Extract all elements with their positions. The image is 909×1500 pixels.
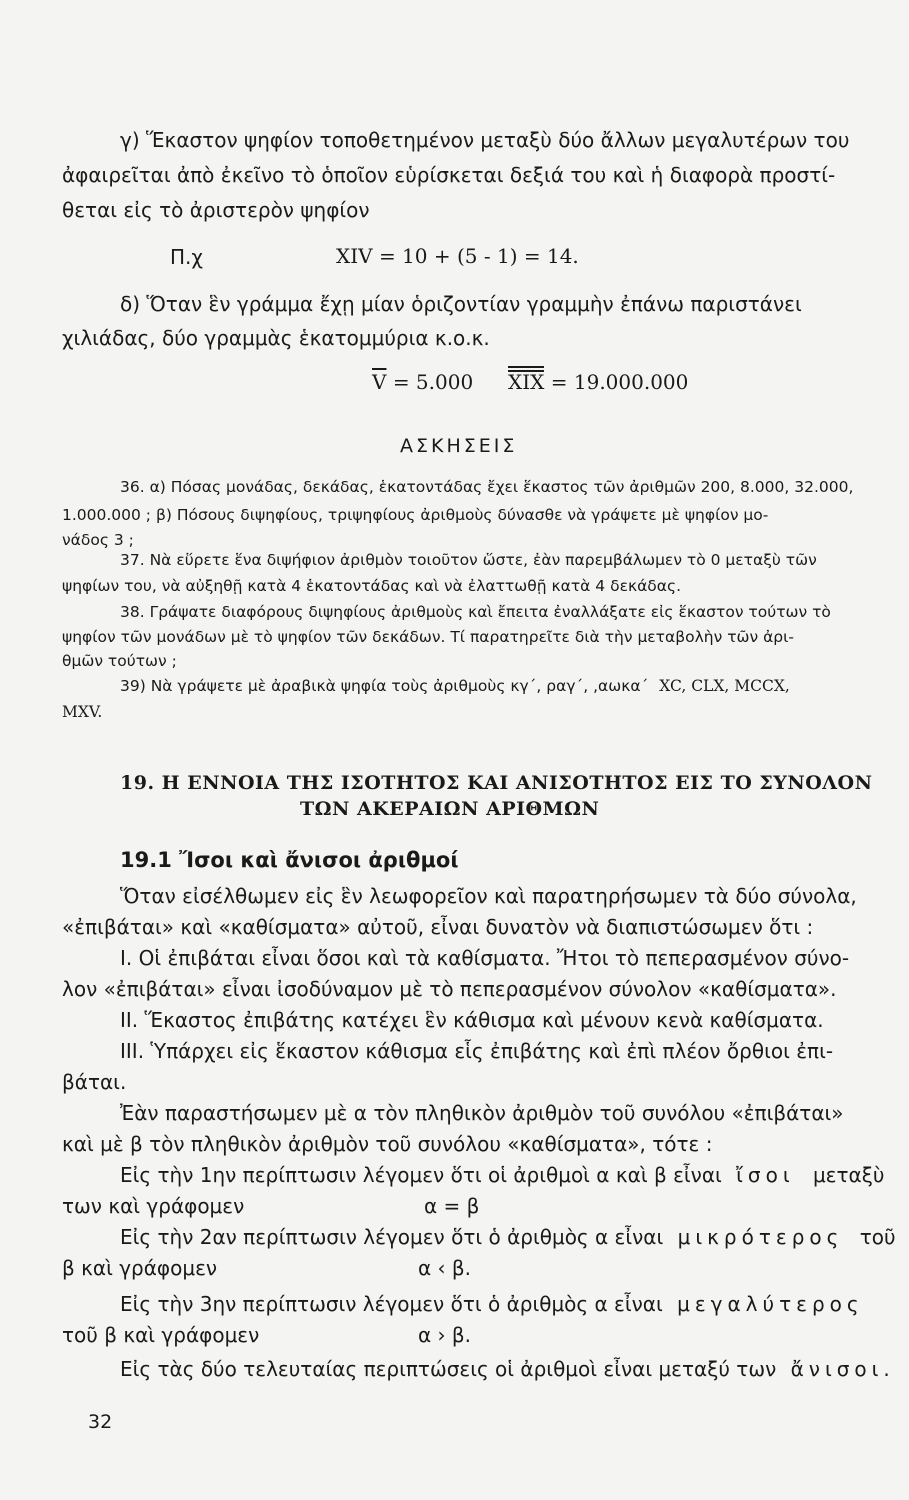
- case-1-text-end: μεταξὺ: [812, 1163, 885, 1187]
- case-4-term-unequal: ἄνισοι.: [790, 1357, 895, 1381]
- body-line-4: λον «ἐπιβάται» εἶναι ἰσοδύναμον μὲ τὸ πεπερασμένον σύνολον «καθίσματα».: [62, 977, 837, 1001]
- case-1-term-equal: ἴσοι: [736, 1163, 795, 1187]
- case-4-text: Εἰς τὰς δύο τελευταίας περιπτώσεις οἱ ἀριθμοὶ εἶναι μεταξύ των: [120, 1357, 777, 1381]
- page-number: 32: [88, 1411, 113, 1433]
- body-line-1: Ὅταν εἰσέλθωμεν εἰς ἓν λεωφορεῖον καὶ παρατηρήσωμεν τὰ δύο σύνολα,: [120, 884, 857, 908]
- exercise-39-roman: XC, CLX, MCCX,: [659, 677, 790, 695]
- case-3-line-1: [120, 1292, 864, 1316]
- case-2-term-smaller: μικρότερος: [677, 1225, 844, 1249]
- exercise-36-line-3: νάδος 3 ;: [62, 531, 134, 549]
- rule-d-line-1: δ) Ὅταν ἓν γράμμα ἔχῃ μίαν ὁριζοντίαν γραμμὴν ἐπάνω παριστάνει: [120, 292, 802, 316]
- body-line-5: ΙΙ. Ἕκαστος ἐπιβάτης κατέχει ἓν κάθισμα καὶ μένουν κενὰ καθίσματα.: [120, 1008, 824, 1032]
- example-label: Π.χ: [170, 245, 203, 269]
- case-2-formula: α ‹ β.: [418, 1256, 472, 1280]
- overlined-numeral-v: $\overline{V}$: [372, 370, 387, 394]
- exercise-39-roman-cont: MXV.: [62, 703, 103, 721]
- overline-value-b: = 19.000.000: [550, 370, 689, 394]
- double-overlined-numeral-xix: [508, 370, 544, 394]
- body-line-8: Ἐὰν παραστήσωμεν μὲ α τὸν πληθικὸν ἀριθμὸν τοῦ συνόλου «ἐπιβάται»: [120, 1101, 844, 1125]
- section-title-line-2: ΤΩΝ ΑΚΕΡΑΙΩΝ ΑΡΙΘΜΩΝ: [300, 798, 600, 820]
- case-3-text: Εἰς τὴν 3ην περίπτωσιν λέγομεν ὅτι ὁ ἀριθμὸς α εἶναι: [120, 1292, 663, 1316]
- case-3-text-cont: τοῦ β καὶ γράφομεν: [62, 1323, 260, 1347]
- case-2-line-1: [120, 1225, 896, 1249]
- exercise-37-line-2: ψηφίων του, νὰ αὐξηθῇ κατὰ 4 ἑκατοντάδας καὶ νὰ ἐλαττωθῇ κατὰ 4 δεκάδας.: [62, 577, 682, 595]
- exercise-39-line-1: [120, 676, 790, 696]
- rule-c-line-1: γ) Ἕκαστον ψηφίον τοποθετημένον μεταξὺ δύο ἄλλων μεγαλυτέρων του: [120, 128, 850, 152]
- exercise-37-line-1: 37. Νὰ εὕρετε ἕνα διψήφιον ἀριθμὸν τοιοῦτον ὥστε, ἐὰν παρεμβάλωμεν τὸ 0 μεταξὺ τῶν: [120, 551, 817, 569]
- case-2-text-cont: β καὶ γράφομεν: [62, 1256, 218, 1280]
- body-line-2: «ἐπιβάται» καὶ «καθίσματα» αὐτοῦ, εἶναι δυνατὸν νὰ διαπιστώσωμεν ὅτι :: [62, 915, 814, 939]
- body-line-3: Ι. Οἱ ἐπιβάται εἶναι ὅσοι καὶ τὰ καθίσματα. Ἤτοι τὸ πεπερασμένον σύνο-: [120, 946, 850, 970]
- case-1-text: Εἰς τὴν 1ην περίπτωσιν λέγομεν ὅτι οἱ ἀριθμοὶ α καὶ β εἶναι: [120, 1163, 722, 1187]
- rule-c-line-3: θεται εἰς τὸ ἀριστερὸν ψηφίον: [62, 198, 370, 222]
- case-1-text-cont: των καὶ γράφομεν: [62, 1194, 245, 1218]
- overline-example-a: [372, 370, 473, 394]
- body-line-7: βάται.: [62, 1070, 127, 1094]
- case-4-line: [120, 1357, 895, 1381]
- numeral-xix: XIX: [508, 370, 545, 394]
- case-2-text: Εἰς τὴν 2αν περίπτωσιν λέγομεν ὅτι ὁ ἀριθμὸς α εἶναι: [120, 1225, 664, 1249]
- case-1-formula: α = β: [424, 1194, 480, 1218]
- exercise-38-line-3: θμῶν τούτων ;: [62, 652, 177, 670]
- overline-value-a: = 5.000: [392, 370, 474, 394]
- overline-example-b: [508, 370, 688, 394]
- body-line-9: καὶ μὲ β τὸν πληθικὸν ἀριθμὸν τοῦ συνόλου «καθίσματα», τότε :: [62, 1132, 713, 1156]
- case-2-text-end: τοῦ: [859, 1225, 896, 1249]
- exercises-title: ΑΣΚΗΣΕΙΣ: [400, 435, 518, 457]
- case-3-formula: α › β.: [418, 1323, 472, 1347]
- rule-d-line-2: χιλιάδας, δύο γραμμὰς ἑκατομμύρια κ.ο.κ.: [62, 326, 490, 350]
- overline-bar-2: [508, 370, 544, 372]
- exercise-38-line-1: 38. Γράψατε διαφόρους διψηφίους ἀριθμοὺς καὶ ἔπειτα ἐναλλάξατε εἰς ἕκαστον τούτων τὸ: [120, 603, 831, 621]
- overline-bar-1: [508, 366, 544, 368]
- body-line-6: ΙΙΙ. Ὑπάρχει εἰς ἕκαστον κάθισμα εἷς ἐπιβάτης καὶ ἐπὶ πλέον ὄρθιοι ἐπι-: [120, 1039, 834, 1063]
- exercise-38-line-2: ψηφίον τῶν μονάδων μὲ τὸ ψηφίον τῶν δεκάδων. Τί παρατηρεῖτε διὰ τὴν μεταβολὴν τῶν ἀρι-: [62, 628, 794, 646]
- exercise-36-line-2: 1.000.000 ; β) Πόσους διψηφίους, τριψηφίους ἀριθμοὺς δύνασθε νὰ γράψετε μὲ ψηφίον μο-: [62, 506, 769, 524]
- example-expression: XIV = 10 + (5 - 1) = 14.: [336, 244, 579, 268]
- case-1-line-1: [120, 1163, 884, 1187]
- exercise-36-line-1: 36. α) Πόσας μονάδας, δεκάδας, ἑκατοντάδας ἔχει ἕκαστος τῶν ἀριθμῶν 200, 8.000, 32.000,: [120, 478, 854, 496]
- exercise-39-text: 39) Νὰ γράψετε μὲ ἀραβικὰ ψηφία τοὺς ἀριθμοὺς κγ΄, ραγ΄, ,αωκα΄: [120, 677, 649, 695]
- rule-c-line-2: ἀφαιρεῖται ἀπὸ ἐκεῖνο τὸ ὁποῖον εὑρίσκεται δεξιά του καὶ ἡ διαφορὰ προστί-: [62, 163, 836, 187]
- section-title-line-1: 19. Η ΕΝΝΟΙΑ ΤΗΣ ΙΣΟΤΗΤΟΣ ΚΑΙ ΑΝΙΣΟΤΗΤΟΣ ΕΙΣ ΤΟ ΣΥΝΟΛΟΝ: [120, 772, 873, 794]
- subsection-title: 19.1 Ἴσοι καὶ ἄνισοι ἀριθμοί: [120, 848, 459, 872]
- case-3-term-greater: μεγαλύτερος: [677, 1292, 864, 1316]
